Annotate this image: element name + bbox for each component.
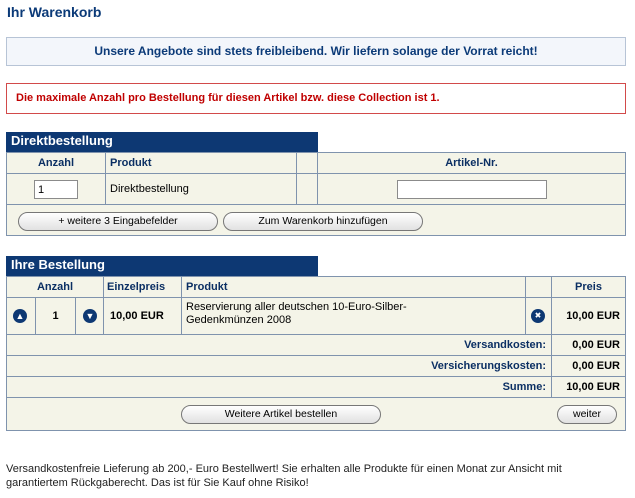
trash-icon[interactable]: ✖ bbox=[531, 309, 545, 323]
page-title: Ihr Warenkorb bbox=[7, 4, 102, 20]
order-col-spacer bbox=[525, 276, 552, 298]
direct-product-label: Direktbestellung bbox=[105, 173, 297, 205]
order-qty: 1 bbox=[35, 297, 76, 335]
more-fields-button[interactable]: + weitere 3 Eingabefelder bbox=[18, 212, 218, 231]
chevron-up-icon[interactable]: ▲ bbox=[13, 309, 27, 323]
order-col-einzelpreis: Einzelpreis bbox=[103, 276, 182, 298]
order-product-name: Reservierung aller deutschen 10-Euro-Silber-Gedenkmünzen 2008 bbox=[186, 301, 407, 326]
sum-label: Summe: bbox=[6, 376, 552, 398]
next-button[interactable]: weiter bbox=[557, 405, 617, 424]
add-to-cart-button[interactable]: Zum Warenkorb hinzufügen bbox=[223, 212, 423, 231]
direct-col-anzahl: Anzahl bbox=[6, 152, 106, 174]
order-col-anzahl: Anzahl bbox=[6, 276, 104, 298]
error-message: Die maximale Anzahl pro Bestellung für diesen Artikel bzw. diese Collection ist 1. bbox=[6, 83, 626, 114]
artikel-nr-input[interactable] bbox=[397, 180, 547, 199]
chevron-down-icon[interactable]: ▼ bbox=[83, 309, 97, 323]
order-col-produkt: Produkt bbox=[181, 276, 526, 298]
direct-col-spacer bbox=[296, 152, 318, 174]
direct-qty-input[interactable] bbox=[34, 180, 78, 199]
direct-col-artikel: Artikel-Nr. bbox=[317, 152, 626, 174]
order-unit-price: 10,00 EUR bbox=[103, 297, 182, 335]
footer-note: Versandkostenfreie Lieferung ab 200,- Euro Bestellwert! Sie erhalten alle Produkte für einen Monat zur Ansicht mit garantiertem Rückgaberecht. Das ist für Sie Kauf ohne Risiko! bbox=[6, 463, 562, 489]
order-col-preis: Preis bbox=[551, 276, 626, 298]
direct-col-produkt: Produkt bbox=[105, 152, 297, 174]
shipping-value: 0,00 EUR bbox=[551, 334, 626, 356]
shipping-label: Versandkosten: bbox=[6, 334, 552, 356]
continue-shopping-button[interactable]: Weitere Artikel bestellen bbox=[181, 405, 381, 424]
order-price: 10,00 EUR bbox=[551, 297, 626, 335]
insurance-value: 0,00 EUR bbox=[551, 355, 626, 377]
insurance-label: Versicherungskosten: bbox=[6, 355, 552, 377]
direct-order-header: Direktbestellung bbox=[6, 132, 318, 152]
direct-spacer-cell bbox=[296, 173, 318, 205]
order-header: Ihre Bestellung bbox=[6, 256, 318, 276]
info-banner: Unsere Angebote sind stets freibleibend. Wir liefern solange der Vorrat reicht! bbox=[6, 37, 626, 66]
sum-value: 10,00 EUR bbox=[551, 376, 626, 398]
order-product bbox=[181, 297, 526, 335]
